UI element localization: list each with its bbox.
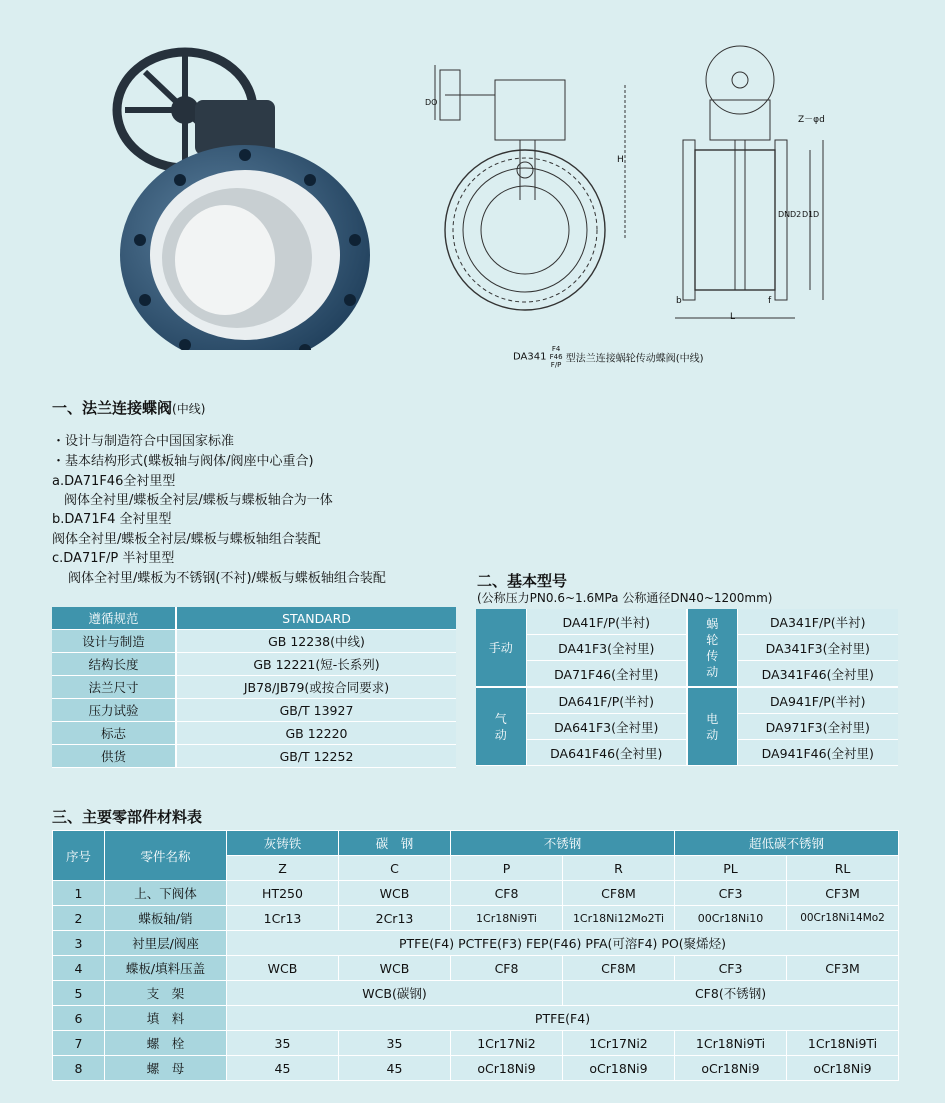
table-cell: oCr18Ni9 [563, 1056, 675, 1081]
table-row [53, 1056, 899, 1081]
model-cell: DA941F46(全衬里) [737, 740, 898, 766]
dim-d1: D1 [802, 210, 814, 219]
table-cell: CF3M [787, 881, 899, 906]
table-row [52, 653, 456, 676]
header-code: RL [787, 856, 899, 881]
header-group: 灰铸铁 [227, 831, 339, 856]
table-cell: WCB [227, 956, 339, 981]
table-cell: 2Cr13 [339, 906, 451, 931]
standards-header-cn: 遵循规范 [52, 607, 176, 630]
section2-title: 二、基本型号 [477, 572, 568, 590]
table-cell: CF8 [451, 956, 563, 981]
table-row [476, 687, 898, 714]
table-cell: 标志 [52, 722, 176, 745]
table-cell: oCr18Ni9 [787, 1056, 899, 1081]
table-cell: CF3 [675, 881, 787, 906]
table-row [53, 1006, 899, 1031]
table-cell: 00Cr18Ni14Mo2 [787, 906, 899, 931]
model-cell: DA71F46(全衬里) [526, 661, 687, 688]
model-cell: DA41F3(全衬里) [526, 635, 687, 661]
table-cell: 35 [227, 1031, 339, 1056]
table-row [52, 722, 456, 745]
table-cell: 供货 [52, 745, 176, 768]
table-row [53, 981, 899, 1006]
model-cell: DA971F3(全衬里) [737, 714, 898, 740]
drawing-caption [513, 345, 704, 369]
table-row [53, 881, 899, 906]
table-cell: 45 [339, 1056, 451, 1081]
section1-line: ・基本结构形式(蝶板轴与阀体/阀座中心重合) [52, 454, 314, 469]
caption-text: 型法兰连接蜗轮传动蝶阀(中线) [565, 353, 704, 365]
caption-sup-f4: F4 [551, 345, 561, 353]
table-cell: 1Cr17Ni2 [451, 1031, 563, 1056]
dim-b: b [676, 296, 682, 306]
table-cell: 8 [53, 1056, 105, 1081]
table-cell: CF8M [563, 956, 675, 981]
section1-line: 阀体全衬里/蝶板全衬层/蝶板与蝶板轴合为一体 [64, 493, 333, 508]
category-electric: 电动 [687, 687, 737, 766]
table-row [52, 676, 456, 699]
table-cell: GB 12220 [176, 722, 456, 745]
table-cell: 1Cr18Ni9Ti [675, 1031, 787, 1056]
table-cell: GB 12238(中线) [176, 630, 456, 653]
table-cell: JB78/JB79(或按合同要求) [176, 676, 456, 699]
table-cell: 设计与制造 [52, 630, 176, 653]
table-cell: CF3M [787, 956, 899, 981]
model-cell: DA641F46(全衬里) [526, 740, 687, 766]
dim-dn: DN [778, 210, 791, 219]
table-row [52, 699, 456, 722]
table-cell: 衬里层/阀座 [105, 931, 227, 956]
table-row [53, 831, 899, 856]
model-cell: DA941F/P(半衬) [737, 687, 898, 714]
table-cell: 蝶板/填料压盖 [105, 956, 227, 981]
table-row [53, 931, 899, 956]
table-cell: 1Cr18Ni9Ti [787, 1031, 899, 1056]
model-cell: DA341F3(全衬里) [737, 635, 898, 661]
caption-sup-fp: F/P [550, 361, 562, 369]
table-cell: 支 架 [105, 981, 227, 1006]
table-row [53, 906, 899, 931]
table-cell: 2 [53, 906, 105, 931]
table-cell: CF8M [563, 881, 675, 906]
table-cell: GB/T 12252 [176, 745, 456, 768]
table-cell: WCB [339, 956, 451, 981]
dim-l: L [730, 312, 736, 322]
section3-title: 三、主要零部件材料表 [52, 808, 203, 826]
section1-line: b.DA71F4 全衬里型 [52, 512, 172, 527]
table-cell: 上、下阀体 [105, 881, 227, 906]
header-group: 超低碳不锈钢 [675, 831, 899, 856]
model-cell: DA341F46(全衬里) [737, 661, 898, 688]
table-cell: CF3 [675, 956, 787, 981]
header-group: 碳 钢 [339, 831, 451, 856]
table-cell: PTFE(F4) PCTFE(F3) FEP(F46) PFA(可溶F4) PO(聚烯烃) [227, 931, 899, 956]
table-cell: 填 料 [105, 1006, 227, 1031]
table-row [53, 1031, 899, 1056]
dim-z-phi-d: Z－φd [798, 115, 825, 125]
table-cell: 结构长度 [52, 653, 176, 676]
model-cell: DA341F/P(半衬) [737, 609, 898, 635]
table-cell: 1Cr13 [227, 906, 339, 931]
table-cell: 1 [53, 881, 105, 906]
valve-technical-drawing [425, 40, 845, 330]
caption-prefix: DA341 [513, 351, 547, 363]
category-manual: 手动 [476, 609, 526, 687]
table-cell: 4 [53, 956, 105, 981]
table-cell: 00Cr18Ni10 [675, 906, 787, 931]
table-row [52, 607, 456, 630]
section1-line: c.DA71F/P 半衬里型 [52, 551, 175, 566]
header-code: R [563, 856, 675, 881]
table-cell: 45 [227, 1056, 339, 1081]
section1-line: 阀体全衬里/蝶板为不锈钢(不衬)/蝶板与蝶板轴组合装配 [68, 571, 386, 586]
table-cell: 7 [53, 1031, 105, 1056]
standards-table [52, 607, 456, 768]
table-cell: WCB [339, 881, 451, 906]
table-cell: 6 [53, 1006, 105, 1031]
section1-title-note: (中线) [172, 402, 206, 416]
materials-table [52, 830, 899, 1081]
dim-do: DO [425, 98, 438, 107]
table-cell: WCB(碳钢) [227, 981, 563, 1006]
table-cell: 35 [339, 1031, 451, 1056]
header-code: Z [227, 856, 339, 881]
dim-d2: D2 [790, 210, 802, 219]
header-code: P [451, 856, 563, 881]
dim-d: D [813, 210, 820, 219]
table-cell: oCr18Ni9 [675, 1056, 787, 1081]
section2-subtitle: (公称压力PN0.6~1.6MPa 公称通径DN40~1200mm) [477, 591, 773, 605]
model-cell: DA41F/P(半衬) [526, 609, 687, 635]
table-cell: 1Cr17Ni2 [563, 1031, 675, 1056]
table-cell: GB 12221(短-长系列) [176, 653, 456, 676]
table-cell: CF8(不锈钢) [563, 981, 899, 1006]
category-pneumatic: 气动 [476, 687, 526, 766]
table-cell: 3 [53, 931, 105, 956]
section1-line: a.DA71F46全衬里型 [52, 474, 176, 489]
table-cell: 螺 栓 [105, 1031, 227, 1056]
table-row [52, 745, 456, 768]
header-name: 零件名称 [105, 831, 227, 881]
dim-f: f [768, 296, 772, 306]
table-row [476, 609, 898, 635]
model-cell: DA641F3(全衬里) [526, 714, 687, 740]
table-cell: CF8 [451, 881, 563, 906]
table-cell: 1Cr18Ni9Ti [451, 906, 563, 931]
header-code: C [339, 856, 451, 881]
table-cell: 1Cr18Ni12Mo2Ti [563, 906, 675, 931]
valve-product-photo [85, 30, 385, 350]
standards-header-en: STANDARD [176, 607, 456, 630]
section1-line: 阀体全衬里/蝶板全衬层/蝶板与蝶板轴组合装配 [52, 532, 321, 547]
table-cell: GB/T 13927 [176, 699, 456, 722]
section1-line: ・设计与制造符合中国国家标准 [52, 434, 235, 449]
dim-h: H [617, 155, 624, 165]
table-cell: 螺 母 [105, 1056, 227, 1081]
section1-title: 一、法兰连接蝶阀(中线) [52, 399, 206, 417]
table-cell: 5 [53, 981, 105, 1006]
table-row [52, 630, 456, 653]
table-cell: 压力试验 [52, 699, 176, 722]
header-group: 不锈钢 [451, 831, 675, 856]
header-no: 序号 [53, 831, 105, 881]
table-row [53, 956, 899, 981]
category-worm-gear: 蜗轮传动 [687, 609, 737, 687]
caption-sup-f46: F46 [549, 353, 563, 361]
header-code: PL [675, 856, 787, 881]
models-table [476, 609, 898, 766]
table-cell: oCr18Ni9 [451, 1056, 563, 1081]
table-cell: HT250 [227, 881, 339, 906]
table-cell: PTFE(F4) [227, 1006, 899, 1031]
table-cell: 蝶板轴/销 [105, 906, 227, 931]
model-cell: DA641F/P(半衬) [526, 687, 687, 714]
table-cell: 法兰尺寸 [52, 676, 176, 699]
